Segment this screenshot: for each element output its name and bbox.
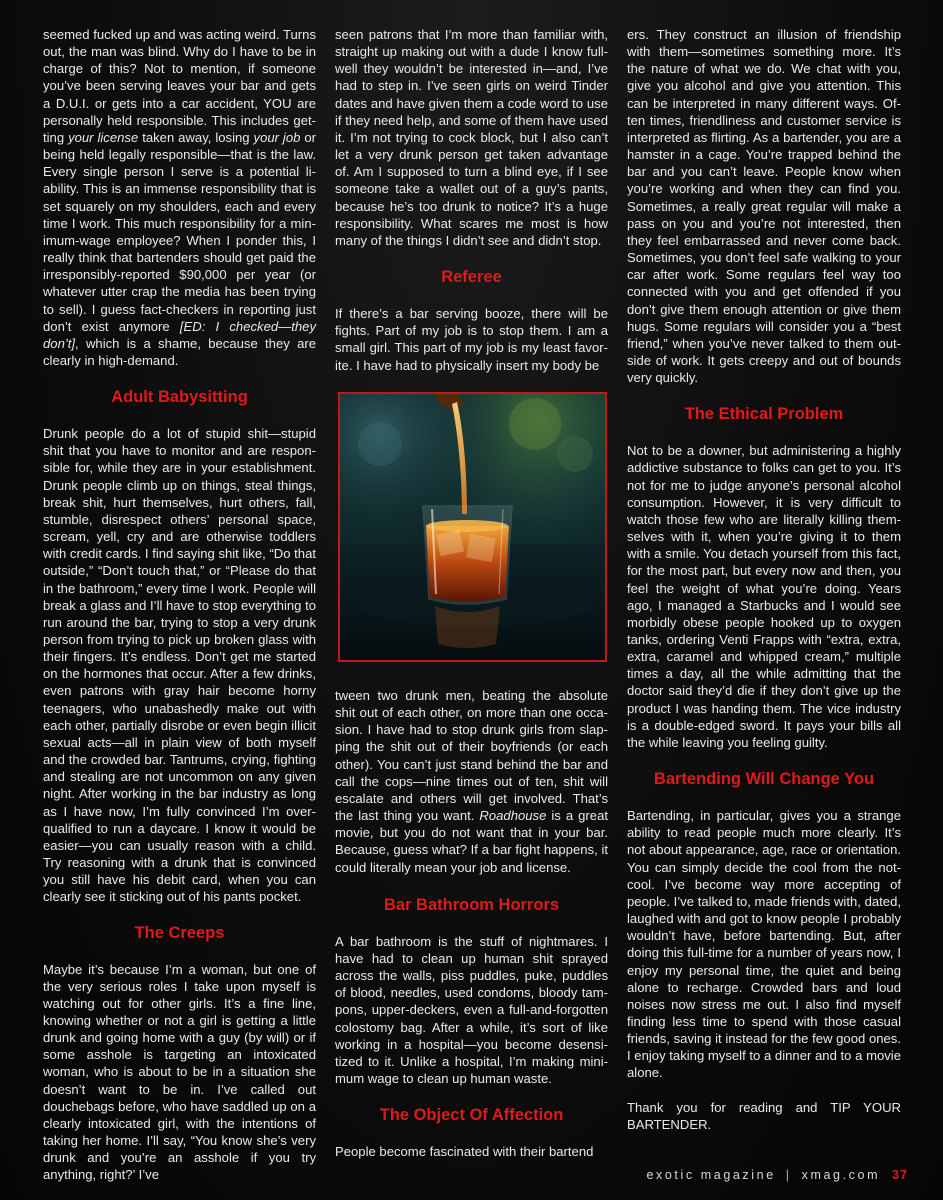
paragraph: A bar bathroom is the stuff of nightmares. I have had to clean up human shit sprayed across the walls, piss puddles, puke, puddles of blood, needles, used condoms, bloody tampons, upper-deckers, even a full-and-forgotten colostomy bag. After a while, it’s sort of like working in a hospital—you become desensitized to it. Unlike a hospital, I’m making minimum wage to clean up human waste. — [335, 933, 608, 1086]
heading-adult-babysitting: Adult Babysitting — [111, 388, 248, 407]
paragraph: tween two drunk men, beating the absolute shit out of each other, on more than one occasion. I have had to stop drunk girls from slapping the shit out of their boyfriends (or each other). You can’t just stand behind the bar and call the cops—nine times out of ten, shit will escalate and others will get involved. That’s the last thing you want. Roadhouse is a great movie, but you do not want that in your bar. Because, guess what? If a bar fight happens, it could literally mean your job and license. — [335, 688, 608, 875]
column-2-bottom — [335, 687, 608, 1160]
heading-the-ethical-problem: The Ethical Problem — [684, 405, 844, 424]
magazine-name: exotic magazine — [646, 1168, 776, 1182]
heading-bartending-will-change-you: Bartending Will Change You — [653, 770, 875, 789]
footer-separator: | — [785, 1168, 792, 1182]
paragraph: Drunk people do a lot of stupid shit—stupid shit that you have to monitor and are responsible for, while they are in your establishment. Drunk people climb up on things, steal things, break shit, hurt themselves, hurt others, fall, stumble, disrespect others’ personal space, scream, yell, cry and are otherwise toddlers with credit cards. I find saying shit like, “Do that outside,” “Don’t touch that,” or “Please do that in the bathroom,” every time I work. People will break a glass and I’ll have to stop everything to run around the bar, trying to stop a very drunk person from trying to pick up broken glass with their fingers. It’s endless. Don’t get me started on the hormones that occur. After a few drinks, even patrons with gray hair become horny teenagers, who unabashedly make out with each other, partially disrobe or even begin illicit sexual acts—all in plain view of both myself and the crowded bar. Tantrums, crying, fighting and stealing are not uncommon on any given night. After working in the bar industry as long as I have now, I’m fully convinced I’m overqualified to run a daycare. I know it would be easier—you can usually reason with a child. Try reasoning with a drunk that is convinced you still have his debit card, when you can clearly see it sticking out of his pants pocket. — [43, 426, 316, 905]
paragraph: Not to be a downer, but administering a highly addictive substance to folks can get to you. It’s not for me to judge anyone’s personal alcohol consumption. However, it is very difficult to watch those few who are literally killing themselves with it, when you’re giving it to them with a smile. You detach yourself from this fact, for the most part, but every now and then, you feel the weight of what you’re doing. Years ago, I managed a Starbucks and I would see morbidly obese people hooked up to oxygen tanks, ordering Venti Frapps with “extra, extra, extra, caramel and whipped cream,” multiple times a day, all the while admitting that the doctor said they’d die if they don’t give up the product I was handing them. The vice industry is a double-edged sword. It pays your bills all the while leaving you feeling guilty. — [627, 443, 901, 750]
heading-referee: Referee — [441, 268, 502, 287]
emphasis: Roadhouse — [479, 808, 547, 824]
whiskey-pour-photo — [338, 392, 607, 662]
heading-object-of-affection: The Object Of Affection — [379, 1106, 564, 1125]
paragraph: People become fascinated with their bartend — [335, 1144, 594, 1160]
column-2-top — [335, 26, 608, 374]
column-3 — [627, 26, 901, 1133]
paragraph: Maybe it’s because I’m a woman, but one of the very serious roles I take upon myself is watching out for other girls. It’s a fine line, knowing whether or not a girl is getting a little drunk and going home with a guy (by will) or if some asshole is targeting an intoxicated woman, who is about to be in a situation she doesn’t want to be in. I’ve called out douchebags before, who have saddled up on a clearly intoxicated girl, with the intentions of taking her home. I’ll say, “You know she’s very drunk and you’re an asshole if you try anything, right?’ I’ve — [43, 961, 316, 1183]
emphasis: [ED: I checked—they don’t] — [43, 318, 316, 351]
paragraph: Bartending, in particular, gives you a strange ability to read people much more clearly. It’s not about appearance, age, race or orientation. You can simply decide the cool from the not-cool. I’ve become way more accepting of people. I’ve talked to, made friends with, dated, laughed with and got to know people I probably wouldn’t have, before bartending. But, after doing this full-time for a number of years now, I enjoy my personal time, the quiet and being alone to recharge. Crowded bars and loud noises now stress me out. I also find myself finding less time to spend with those casual friends, saving it instead for the few good ones. I enjoy taking myself to a dinner and to a movie alone. — [627, 808, 901, 1081]
website: xmag.com — [801, 1168, 881, 1182]
page-footer — [578, 1168, 908, 1188]
paragraph-closing: Thank you for reading and TIP YOUR BARTENDER. — [627, 1099, 901, 1132]
whiskey-glass-illustration — [340, 394, 605, 660]
emphasis: your job — [253, 129, 301, 145]
paragraph: seemed fucked up and was acting weird. Turns out, the man was blind. Why do I have to be in charge of this? Not to mention, if someone you’ve been serving leaves your bar and gets a D.U.I. or gets into a car accident, YOU are personally held responsible. This includes getting your license taken away, losing your job or being held legally responsible—that is the law. Every single person I serve is a potential liability. This is an immense responsibility that is set squarely on my shoulders, each and every time I work. This much responsibility for a minimum-wage employee? When I ponder this, I really think that bartenders should get paid the irresponsibly-reported $90,000 per year (or whatever utter crap the media has been trying to sell). I guess fact-checkers in reporting just don’t exist anymore [ED: I checked—they don’t], which is a shame, because they are clearly in high-demand. — [43, 27, 317, 368]
paragraph: If there’s a bar serving booze, there will be fights. Part of my job is to stop them. I am a small girl. This part of my job is my least favorite. I have had to physically insert my body be — [335, 306, 608, 373]
paragraph: seen patrons that I’m more than familiar with, straight up making out with a dude I know full-well they wouldn’t be interested in—and, I’ve had to step in. I’ve seen girls on weird Tinder dates and have given them a code word to use if they need help, and some of them have used it. I’m not trying to cock block, but I also can’t let a very drunk person get taken advantage of. Am I supposed to turn a blind eye, if I see someone take a wallet out of a guy’s pants, because he’s too drunk to notice? It’s a huge responsibility. What scares me most is how many of the things I didn’t see and didn’t stop. — [335, 27, 608, 248]
column-1 — [43, 26, 316, 1184]
page-number: 37 — [892, 1168, 908, 1182]
paragraph: ers. They construct an illusion of friendship with them—sometimes something more. It’s the nature of what we do. We chat with you, give you alcohol and give you attention. This can be interpreted in many different ways. Often times, friendliness and customer service is interpreted as flirting. As a bartender, you are a hamster in a cage. You’re trapped behind the bar and you can’t leave. People know when you’re working and when they can find you. Sometimes, a really great regular will make a pass on you and you’re not interested, then they feel embarrassed and never come back. Sometimes, you don’t feel safe walking to your car after work. Some regulars feel way too connected with you and get offended if you don’t give them enough attention or give them hugs. Some regulars will consider you a “best friend,” when you’ve never talked to them outside of work. It gets creepy and out of bounds very quickly. — [627, 27, 901, 386]
emphasis: your license — [68, 129, 139, 145]
heading-bar-bathroom-horrors: Bar Bathroom Horrors — [383, 895, 560, 914]
heading-the-creeps: The Creeps — [134, 923, 225, 942]
